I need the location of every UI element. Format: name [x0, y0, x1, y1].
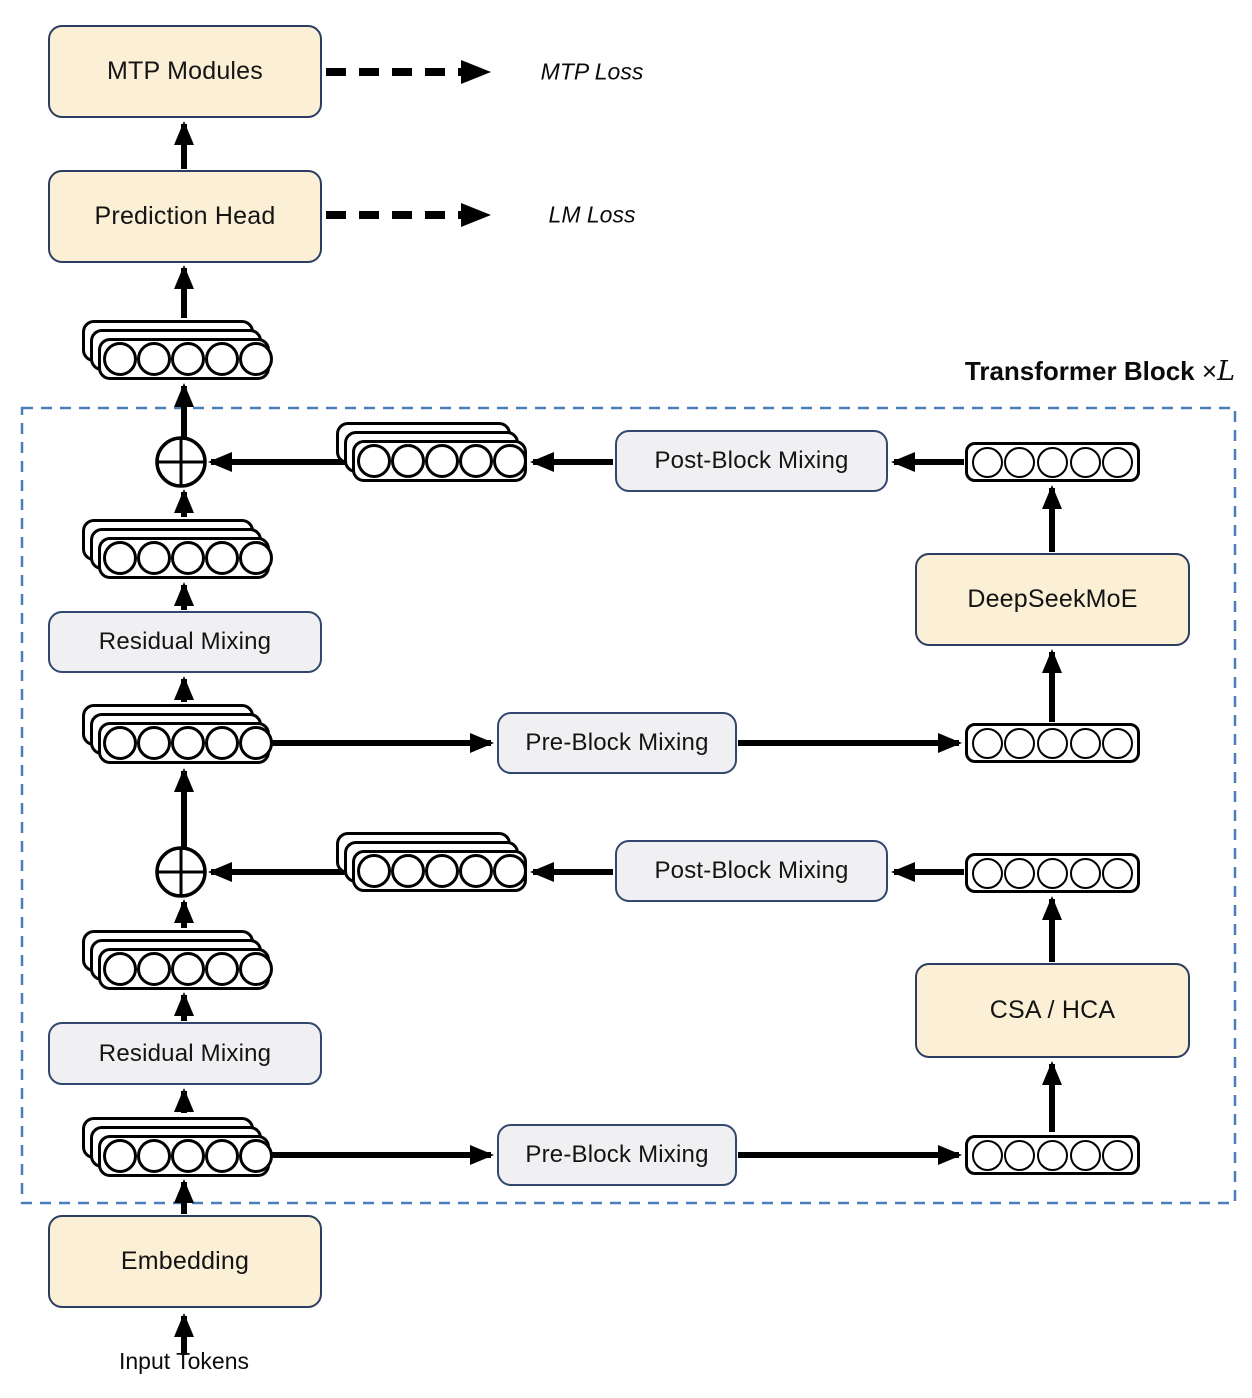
- token-circle: [137, 952, 171, 986]
- lm-loss-label: LM Loss: [548, 201, 636, 228]
- token-stack-front-layer: [98, 1135, 270, 1177]
- token-circle: [103, 1139, 137, 1173]
- token-circle: [1070, 447, 1101, 478]
- sum-node-upper: [157, 438, 205, 486]
- token-circle: [459, 444, 493, 478]
- token-circle: [1102, 728, 1133, 759]
- token-circle: [239, 952, 273, 986]
- token-circle: [1004, 1140, 1035, 1171]
- deepseek-moe-label: DeepSeekMoE: [967, 585, 1138, 613]
- token-circle: [103, 541, 137, 575]
- token-circle: [972, 1140, 1003, 1171]
- embedding-label: Embedding: [120, 1247, 250, 1275]
- token-circle: [137, 541, 171, 575]
- csa-hca-box: [915, 963, 1190, 1058]
- token-stack-front-layer: [352, 440, 527, 482]
- post-block-mixing-label: Post-Block Mixing: [654, 857, 849, 884]
- pre-block-mixing-label: Pre-Block Mixing: [525, 729, 709, 756]
- mtp-loss-label: MTP Loss: [540, 58, 644, 85]
- token-stack-postblock-lower-output: [336, 832, 528, 894]
- token-circle: [171, 726, 205, 760]
- token-circle: [103, 952, 137, 986]
- pre-block-mixing-upper-box: [497, 712, 737, 774]
- deepseek-moe-box: [915, 553, 1190, 646]
- token-circle: [171, 952, 205, 986]
- prediction-head-box: [48, 170, 322, 263]
- csa-hca-label: CSA / HCA: [989, 996, 1116, 1024]
- residual-mixing-label: Residual Mixing: [98, 1039, 272, 1067]
- transformer-block-title: [965, 356, 1235, 387]
- input-tokens-label: Input Tokens: [118, 1348, 250, 1374]
- post-block-mixing-lower-box: [615, 840, 888, 902]
- token-row-csa-input: [965, 1135, 1140, 1175]
- token-row-moe-output: [965, 442, 1140, 482]
- residual-mixing-lower-box: [48, 1022, 322, 1085]
- token-stack-front-layer: [98, 722, 270, 764]
- prediction-head-label: Prediction Head: [94, 202, 276, 230]
- token-circle: [137, 1139, 171, 1173]
- sum-node-lower: [157, 848, 205, 896]
- token-circle: [205, 541, 239, 575]
- residual-mixing-label: Residual Mixing: [98, 628, 272, 655]
- token-circle: [171, 1139, 205, 1173]
- token-circle: [239, 342, 273, 376]
- token-stack-after-residual-lower: [82, 930, 274, 992]
- token-circle: [425, 444, 459, 478]
- token-stack-output: [82, 320, 274, 382]
- token-circle: [137, 342, 171, 376]
- pre-block-mixing-label: Pre-Block Mixing: [525, 1141, 709, 1168]
- transformer-block-title-text: Transformer Block: [964, 356, 1195, 386]
- token-circle: [1102, 858, 1133, 889]
- token-circle: [1004, 728, 1035, 759]
- token-circle: [171, 342, 205, 376]
- token-circle: [357, 444, 391, 478]
- mtp-modules-label: MTP Modules: [107, 57, 263, 85]
- token-circle: [103, 726, 137, 760]
- token-stack-moe-input: [82, 704, 274, 766]
- token-circle: [493, 444, 527, 478]
- token-stack-postblock-upper-output: [336, 422, 528, 484]
- token-circle: [425, 854, 459, 888]
- token-stack-front-layer: [98, 948, 270, 990]
- layer-count-symbol: L: [1217, 356, 1235, 387]
- token-circle: [1037, 728, 1068, 759]
- token-circle: [493, 854, 527, 888]
- token-circle: [972, 447, 1003, 478]
- residual-mixing-upper-box: [48, 611, 322, 673]
- token-circle: [459, 854, 493, 888]
- token-circle: [357, 854, 391, 888]
- token-stack-front-layer: [98, 537, 270, 579]
- token-circle: [1037, 1140, 1068, 1171]
- token-circle: [239, 1139, 273, 1173]
- token-circle: [391, 444, 425, 478]
- token-stack-front-layer: [98, 338, 270, 380]
- token-circle: [1070, 858, 1101, 889]
- token-circle: [205, 342, 239, 376]
- token-circle: [171, 541, 205, 575]
- token-circle: [1037, 447, 1068, 478]
- times-symbol: ×: [1201, 356, 1218, 386]
- pre-block-mixing-lower-box: [497, 1124, 737, 1186]
- token-circle: [1102, 447, 1133, 478]
- post-block-mixing-label: Post-Block Mixing: [654, 447, 849, 474]
- token-circle: [972, 858, 1003, 889]
- token-stack-block-input: [82, 1117, 274, 1179]
- token-stack-front-layer: [352, 850, 527, 892]
- token-row-csa-output: [965, 853, 1140, 893]
- token-stack-after-residual-upper: [82, 519, 274, 581]
- token-circle: [1037, 858, 1068, 889]
- token-circle: [205, 726, 239, 760]
- token-circle: [1070, 728, 1101, 759]
- token-row-moe-input: [965, 723, 1140, 763]
- token-circle: [1004, 858, 1035, 889]
- mtp-modules-box: [48, 25, 322, 118]
- token-circle: [137, 726, 171, 760]
- token-circle: [1004, 447, 1035, 478]
- token-circle: [972, 728, 1003, 759]
- token-circle: [1070, 1140, 1101, 1171]
- token-circle: [239, 541, 273, 575]
- token-circle: [205, 1139, 239, 1173]
- token-circle: [391, 854, 425, 888]
- post-block-mixing-upper-box: [615, 430, 888, 492]
- token-circle: [103, 342, 137, 376]
- loss-arrows: [326, 72, 488, 215]
- token-circle: [205, 952, 239, 986]
- token-circle: [1102, 1140, 1133, 1171]
- token-circle: [239, 726, 273, 760]
- embedding-box: [48, 1215, 322, 1308]
